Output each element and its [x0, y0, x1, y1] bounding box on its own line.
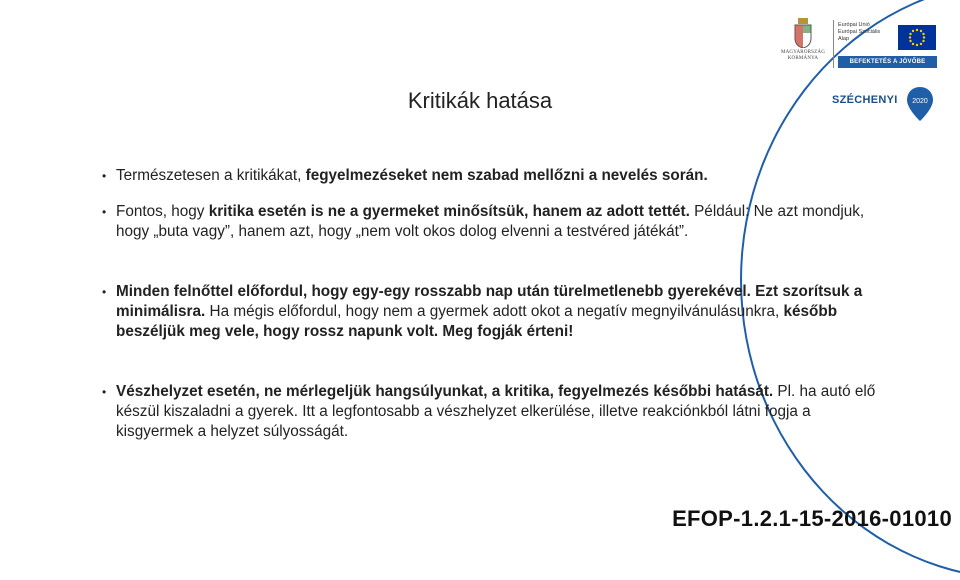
szechenyi-year: 2020	[912, 98, 928, 105]
bullet-item-4	[102, 382, 876, 442]
bullet-text: Pl. ha autó elő készül kiszaladni a gyerek. Itt a legfontosabb a vészhelyzet elkerülése, illetve reakciónkból látni fogja a kisgyermek a helyzet súlyosságát.	[116, 383, 876, 440]
bullet-text-bold: kritika esetén is ne a gyermeket minősítsük, hanem az adott tettét.	[208, 203, 690, 220]
crest-text-line-1: MAGYARORSZÁG	[780, 50, 826, 55]
bullet-text: Ha mégis előfordul, hogy nem a gyermek adott okot a negatív megnyilvánulásunkra,	[205, 303, 784, 320]
eu-text-line-3: Alap	[838, 36, 850, 42]
bullet-item-1	[102, 166, 876, 186]
bullet-item-2	[102, 202, 876, 242]
slide-title: Kritikák hatása	[407, 88, 553, 113]
crest-text-line-2: KORMÁNYA	[787, 56, 819, 61]
szechenyi-logo-text: SZÉCHENYI	[832, 94, 898, 106]
eu-text-line-2: Európai Szociális	[838, 29, 881, 35]
coat-of-arms-icon	[792, 18, 814, 48]
bullet-text-bold: Minden felnőttel előfordul, hogy egy-egy rosszabb nap után türelmetlenebb gyerekével. Ezt szorítsuk a minimálisra.	[116, 283, 863, 320]
bullet-text: Természetesen a kritikákat,	[116, 167, 306, 184]
eu-flag-icon	[898, 25, 936, 50]
logo-divider	[833, 20, 834, 68]
bullet-text-bold: később beszéljük meg vele, hogy rossz napunk volt. Meg fogják érteni!	[116, 303, 838, 340]
hungarian-government-logo	[778, 18, 828, 62]
eu-fund-text	[838, 22, 880, 43]
bullet-item-3	[102, 282, 876, 342]
bullet-text-bold: Vészhelyzet esetén, ne mérlegeljük hangsúlyunkat, a kritika, fegyelmezés későbbi hatását.	[116, 383, 774, 400]
bullet-text: Fontos, hogy	[116, 203, 209, 220]
project-code: EFOP-1.2.1-15-2016-01010	[672, 506, 952, 531]
bullet-dot-icon: •	[102, 205, 107, 219]
bullet-dot-icon: •	[102, 385, 107, 399]
bullet-text: Például: Ne azt mondjuk, hogy „buta vagy”, hanem azt, hogy „nem volt okos dolog elvenni a testvéred játékát”.	[116, 203, 865, 240]
eu-text-line-1: Európai Unió	[838, 22, 870, 28]
bullet-dot-icon: •	[102, 285, 107, 299]
bullet-text-bold: fegyelmezéseket nem szabad mellőzni a nevelés során.	[305, 167, 708, 184]
bullet-dot-icon: •	[102, 169, 107, 183]
eu-banner: BEFEKTETÉS A JÖVŐBE	[838, 56, 937, 68]
